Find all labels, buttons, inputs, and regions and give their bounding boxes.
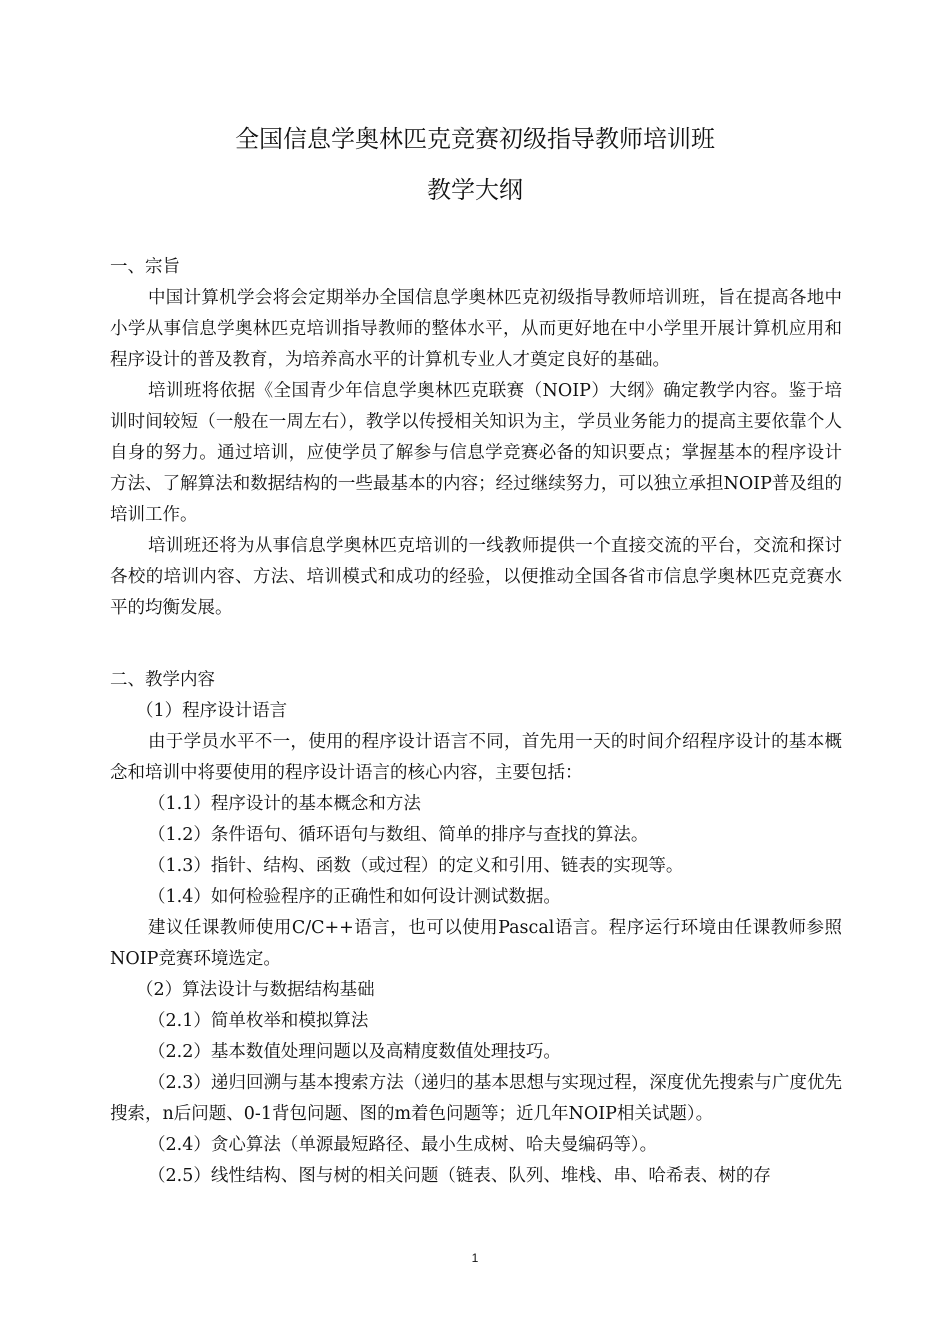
list-item: （1.2）条件语句、循环语句与数组、简单的排序与查找的算法。 [148,825,649,845]
list-item: （2.2）基本数值处理问题以及高精度数值处理技巧。 [148,1042,561,1062]
page-number: 1 [471,1251,479,1265]
section-content [110,665,842,1192]
list-item: （2.3）递归回溯与基本搜索方法（递归的基本思想与实现过程，深度优先搜索与广度优先搜索，n后问题、0-1背包问题、图的m着色问题等；近几年NOIP相关试题）。 [110,1073,842,1124]
paragraph: 中国计算机学会将会定期举办全国信息学奥林匹克初级指导教师培训班，旨在提高各地中小学从事信息学奥林匹克培训指导教师的整体水平，从而更好地在中小学里开展计算机应用和程序设计的普及教育，为培养高水平的计算机专业人才奠定良好的基础。 [110,288,842,370]
list-item: （2.4）贪心算法（单源最短路径、最小生成树、哈夫曼编码等）。 [148,1135,658,1155]
paragraph: 培训班将依据《全国青少年信息学奥林匹克联赛（NOIP）大纲》确定教学内容。鉴于培训时间较短（一般在一周左右），教学以传授相关知识为主，学员业务能力的提高主要依靠个人自身的努力。通过培训，应使学员了解参与信息学竞赛必备的知识要点；掌握基本的程序设计方法、了解算法和数据结构的一些最基本的内容；经过继续努力，可以独立承担NOIP普及组的培训工作。 [110,381,842,525]
paragraph: 建议任课教师使用C/C++语言，也可以使用Pascal语言。程序运行环境由任课教师参照NOIP竞赛环境选定。 [110,918,842,969]
subsection-heading: （1）程序设计语言 [136,701,288,721]
paragraph: 由于学员水平不一，使用的程序设计语言不同，首先用一天的时间介绍程序设计的基本概念和培训中将要使用的程序设计语言的核心内容，主要包括： [110,732,842,783]
subsection-heading: （2）算法设计与数据结构基础 [136,980,375,1000]
list-item: （2.1）简单枚举和模拟算法 [148,1011,369,1031]
list-item: （2.5）线性结构、图与树的相关问题（链表、队列、堆栈、串、哈希表、树的存 [148,1166,771,1186]
list-item: （1.3）指针、结构、函数（或过程）的定义和引用、链表的实现等。 [148,856,684,876]
list-item: （1.4）如何检验程序的正确性和如何设计测试数据。 [148,887,561,907]
document-title: 全国信息学奥林匹克竞赛初级指导教师培训班 [235,125,715,153]
list-item: （1.1）程序设计的基本概念和方法 [148,794,421,814]
document-subtitle: 教学大纲 [427,176,523,204]
paragraph: 培训班还将为从事信息学奥林匹克培训的一线教师提供一个直接交流的平台，交流和探讨各校的培训内容、方法、培训模式和成功的经验，以便推动全国各省市信息学奥林匹克竞赛水平的均衡发展。 [110,536,842,618]
section-purpose [110,252,842,624]
section-heading: 二、教学内容 [110,670,215,690]
section-heading: 一、宗旨 [110,257,180,277]
